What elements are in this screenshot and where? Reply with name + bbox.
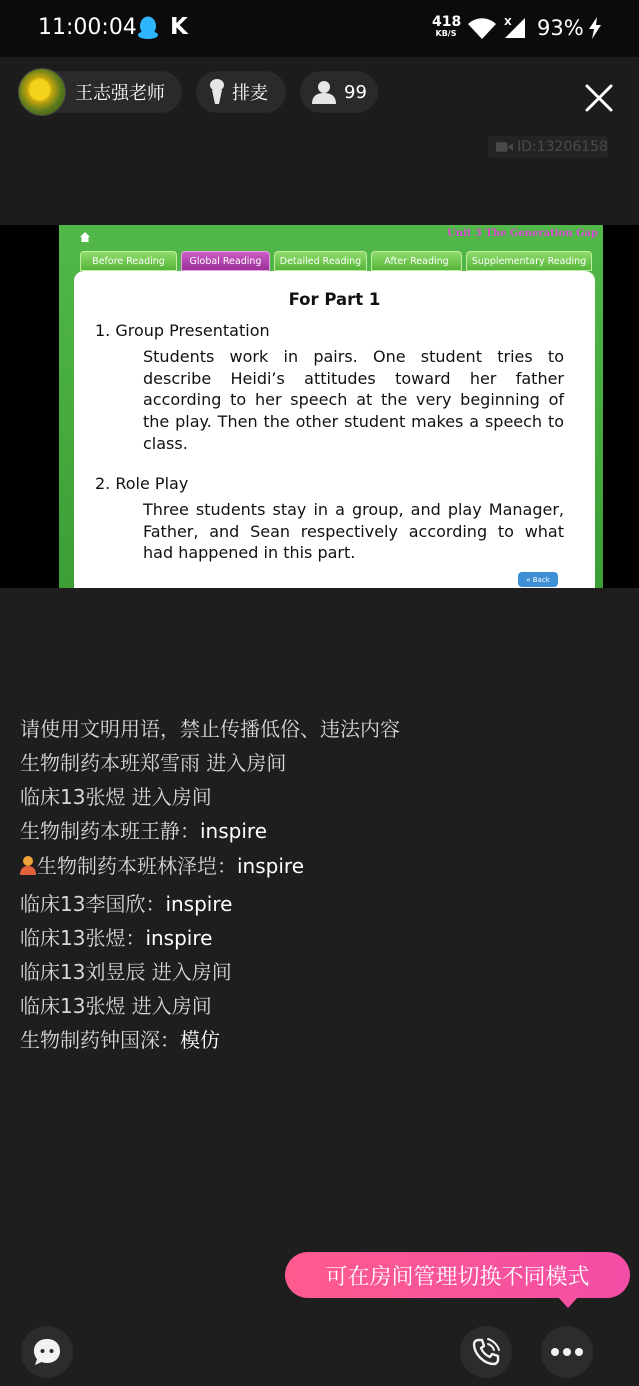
chat-name: 临床13张煜： bbox=[20, 926, 146, 950]
user-icon bbox=[312, 80, 336, 104]
paragraph-line: Three students stay in a group, and play Manager, bbox=[143, 500, 564, 519]
chat-message bbox=[20, 1024, 220, 1053]
chat-bubble-icon bbox=[31, 1336, 63, 1368]
chat-name: 临床13张煜 进入房间 bbox=[20, 785, 212, 809]
user-badge-icon bbox=[20, 855, 36, 875]
voice-call-button[interactable] bbox=[460, 1326, 512, 1378]
item-heading: 1. Group Presentation bbox=[95, 321, 270, 340]
paragraph-line: the play. Then the other student makes a speech to bbox=[143, 412, 564, 432]
signal-badge: X bbox=[504, 17, 512, 28]
mode-tip-bubble[interactable]: 可在房间管理切换不同模式 bbox=[285, 1252, 630, 1298]
avatar[interactable] bbox=[18, 68, 66, 116]
shared-screen bbox=[0, 225, 639, 588]
home-icon[interactable] bbox=[80, 232, 90, 242]
mic-queue-label: 排麦 bbox=[232, 83, 268, 104]
room-id-badge bbox=[488, 136, 608, 158]
paragraph-line: Students work in pairs. One student tries to bbox=[143, 347, 564, 366]
tab-after-reading[interactable]: After Reading bbox=[371, 251, 462, 271]
chat-message bbox=[20, 747, 286, 776]
chat-text: inspire bbox=[165, 892, 233, 916]
chat-message bbox=[20, 888, 232, 917]
tip-arrow bbox=[558, 1297, 578, 1308]
slide-content bbox=[74, 271, 595, 588]
paragraph-line: Father, and Sean respectively according to what bbox=[143, 521, 564, 541]
item-paragraph bbox=[143, 346, 564, 455]
paragraph-line: according to her speech at the very beginning of bbox=[143, 390, 564, 410]
charging-bolt-icon bbox=[588, 17, 602, 39]
host-profile[interactable] bbox=[18, 71, 182, 113]
chat-name: 请使用文明用语，禁止传播低俗、违法内容 bbox=[20, 717, 400, 741]
online-count: 99 bbox=[344, 81, 367, 103]
chat-name: 生物制药本班郑雪雨 进入房间 bbox=[20, 751, 287, 775]
paragraph-line: class. bbox=[143, 433, 188, 453]
room-header bbox=[0, 57, 639, 225]
microphone-icon bbox=[210, 79, 224, 105]
host-name: 王志强老师 bbox=[75, 83, 165, 104]
tab-detailed-reading[interactable]: Detailed Reading bbox=[274, 251, 367, 271]
status-time: 11:00:04 bbox=[38, 15, 137, 40]
paragraph-line: had happened in this part. bbox=[143, 543, 356, 563]
chat-notice bbox=[20, 713, 400, 742]
wifi-icon bbox=[467, 18, 497, 40]
tab-before-reading[interactable]: Before Reading bbox=[80, 251, 177, 271]
phone-icon bbox=[470, 1336, 502, 1368]
k-app-icon: K bbox=[170, 14, 188, 40]
video-camera-icon bbox=[496, 141, 513, 153]
item-paragraph bbox=[143, 499, 564, 564]
item-heading: 2. Role Play bbox=[95, 474, 189, 493]
chat-name: 临床13李国欣： bbox=[20, 892, 166, 916]
chat-message bbox=[20, 815, 267, 844]
chat-name: 生物制药本班王静： bbox=[20, 819, 200, 843]
network-speed-unit: KB/S bbox=[435, 29, 457, 38]
chat-text: inspire bbox=[200, 819, 267, 843]
more-button[interactable] bbox=[541, 1326, 593, 1378]
slide bbox=[59, 225, 603, 588]
online-users-button[interactable] bbox=[300, 71, 378, 113]
room-id-text: ID:13206158 bbox=[517, 139, 608, 155]
close-icon[interactable] bbox=[584, 83, 614, 113]
network-speed-value: 418 bbox=[432, 14, 462, 30]
chat-button[interactable] bbox=[21, 1326, 73, 1378]
chat-message bbox=[20, 956, 232, 985]
unit-title: Unit 3 The Generation Gap bbox=[446, 228, 598, 239]
chat-name: 临床13刘昱辰 进入房间 bbox=[20, 960, 232, 984]
back-label: Back bbox=[532, 575, 550, 584]
tab-supplementary-reading[interactable]: Supplementary Reading bbox=[466, 251, 592, 271]
chat-name: 临床13张煜 进入房间 bbox=[20, 994, 212, 1018]
chat-text: inspire bbox=[145, 926, 213, 950]
more-dots-icon bbox=[550, 1347, 584, 1357]
chat-message bbox=[20, 781, 212, 810]
back-chevron-icon: « bbox=[526, 575, 533, 584]
chat-message bbox=[20, 850, 304, 879]
status-bar bbox=[0, 0, 639, 57]
back-button[interactable] bbox=[518, 572, 558, 587]
paragraph-line: describe Heidi’s attitudes toward her father bbox=[143, 368, 564, 388]
qq-penguin-icon bbox=[137, 16, 159, 40]
chat-name: 生物制药钟国深： bbox=[20, 1028, 180, 1052]
chat-message bbox=[20, 990, 212, 1019]
tab-global-reading[interactable]: Global Reading bbox=[181, 251, 270, 271]
chat-text: 模仿 bbox=[180, 1028, 220, 1052]
chat-name: 生物制药本班林泽垲： bbox=[37, 854, 237, 878]
cell-signal-icon bbox=[503, 16, 527, 40]
network-speed bbox=[432, 15, 460, 38]
mic-queue-button[interactable] bbox=[196, 71, 286, 113]
battery-percent: 93% bbox=[537, 16, 584, 40]
chat-text: inspire bbox=[237, 854, 304, 878]
chat-message bbox=[20, 922, 212, 951]
slide-title: For Part 1 bbox=[288, 290, 381, 309]
